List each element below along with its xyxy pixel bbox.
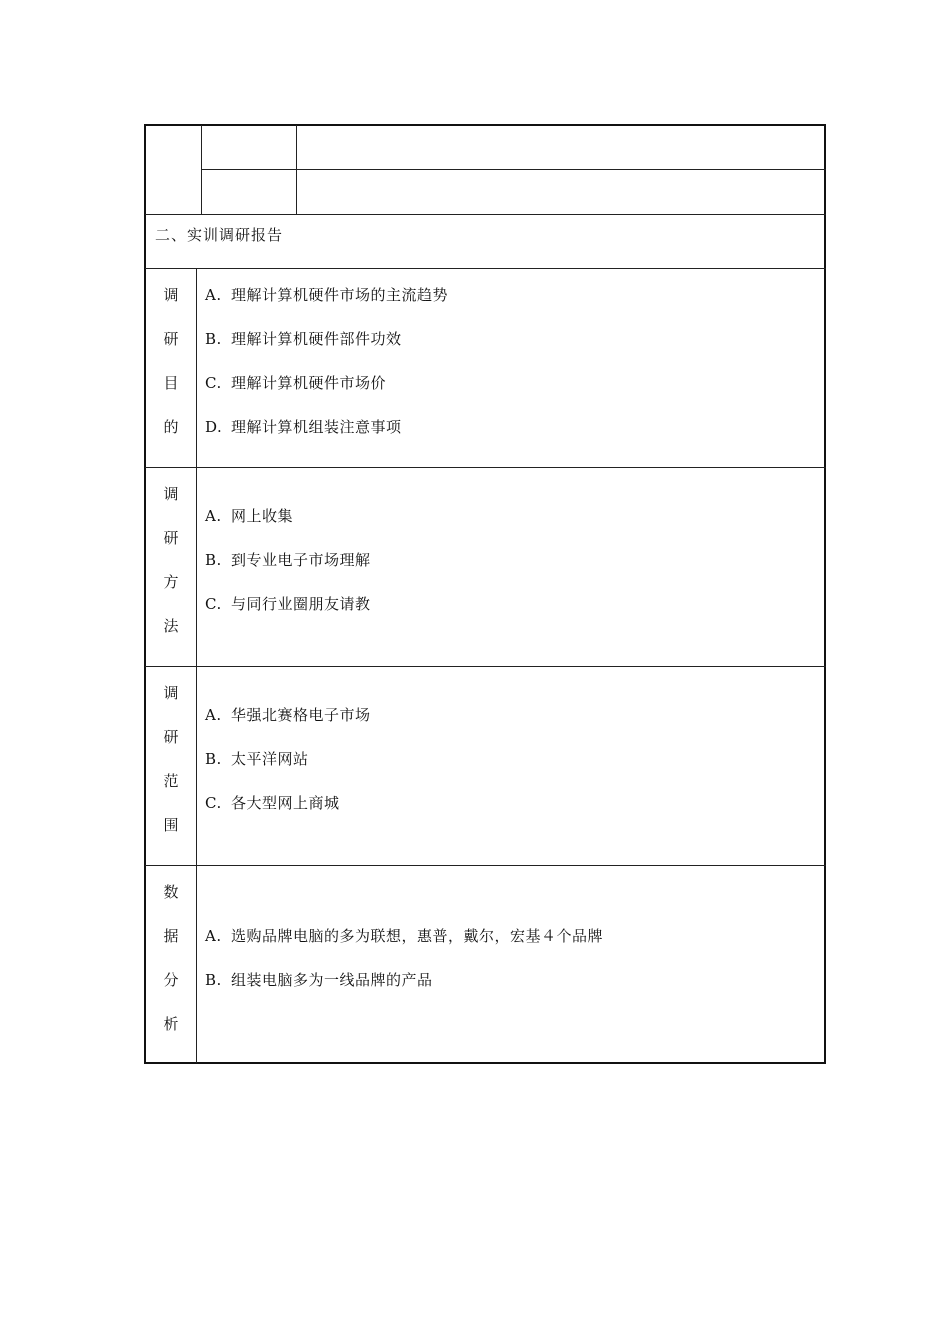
label-char: 方 [163, 573, 179, 591]
label-char: 调 [163, 286, 179, 304]
list-item [205, 328, 448, 372]
label-char: 研 [163, 330, 179, 348]
item-letter: C. [205, 595, 222, 613]
item-text: 理解计算机硬件市场的主流趋势 [231, 286, 449, 304]
row-label-method [146, 483, 196, 659]
table-divider [145, 214, 826, 215]
item-letter: A. [205, 507, 222, 525]
item-letter: C. [205, 374, 222, 392]
list-item [205, 969, 603, 1013]
list-item [205, 792, 371, 836]
item-text: 太平洋网站 [231, 750, 309, 768]
purpose-list [205, 284, 448, 460]
item-text: 理解计算机硬件部件功效 [231, 330, 402, 348]
item-letter: B. [205, 971, 222, 989]
item-text: 华强北赛格电子市场 [231, 706, 371, 724]
item-letter: B. [205, 750, 222, 768]
item-text: 理解计算机组装注意事项 [231, 418, 402, 436]
table-divider [145, 865, 826, 866]
list-item [205, 593, 371, 637]
item-letter: A. [205, 706, 222, 724]
label-char: 围 [163, 816, 179, 834]
label-char: 数 [163, 883, 179, 901]
list-item [205, 704, 371, 748]
label-char: 研 [163, 529, 179, 547]
item-text: 与同行业圈朋友请教 [231, 595, 371, 613]
list-item [205, 748, 371, 792]
row-label-analysis [146, 881, 196, 1057]
item-text: 选购品牌电脑的多为联想，惠普，戴尔，宏基４个品牌 [231, 927, 604, 945]
list-item [205, 372, 448, 416]
analysis-list [205, 925, 603, 1013]
item-letter: D. [205, 418, 223, 436]
table-divider [201, 169, 826, 170]
label-char: 分 [163, 971, 179, 989]
label-char: 的 [163, 418, 179, 436]
label-char: 范 [163, 772, 179, 790]
list-item [205, 925, 603, 969]
list-item [205, 284, 448, 328]
table-divider [145, 467, 826, 468]
item-letter: B. [205, 551, 222, 569]
item-text: 到专业电子市场理解 [231, 551, 371, 569]
item-letter: A. [205, 927, 222, 945]
label-char: 研 [163, 728, 179, 746]
label-char: 目 [163, 374, 179, 392]
item-text: 理解计算机硬件市场价 [231, 374, 387, 392]
row-label-scope [146, 682, 196, 858]
label-char: 调 [163, 485, 179, 503]
table-divider [145, 666, 826, 667]
method-list [205, 505, 371, 637]
label-char: 据 [163, 927, 179, 945]
label-char: 法 [163, 617, 179, 635]
item-letter: B. [205, 330, 222, 348]
list-item [205, 416, 448, 460]
item-letter: A. [205, 286, 222, 304]
item-text: 组装电脑多为一线品牌的产品 [231, 971, 433, 989]
item-letter: C. [205, 794, 222, 812]
list-item [205, 505, 371, 549]
scope-list [205, 704, 371, 836]
label-char: 调 [163, 684, 179, 702]
list-item [205, 549, 371, 593]
label-char: 析 [163, 1015, 179, 1033]
table-divider [145, 268, 826, 269]
item-text: 各大型网上商城 [231, 794, 340, 812]
item-text: 网上收集 [231, 507, 294, 525]
row-label-purpose [146, 284, 196, 460]
section-title: 二、实训调研报告 [155, 226, 284, 244]
